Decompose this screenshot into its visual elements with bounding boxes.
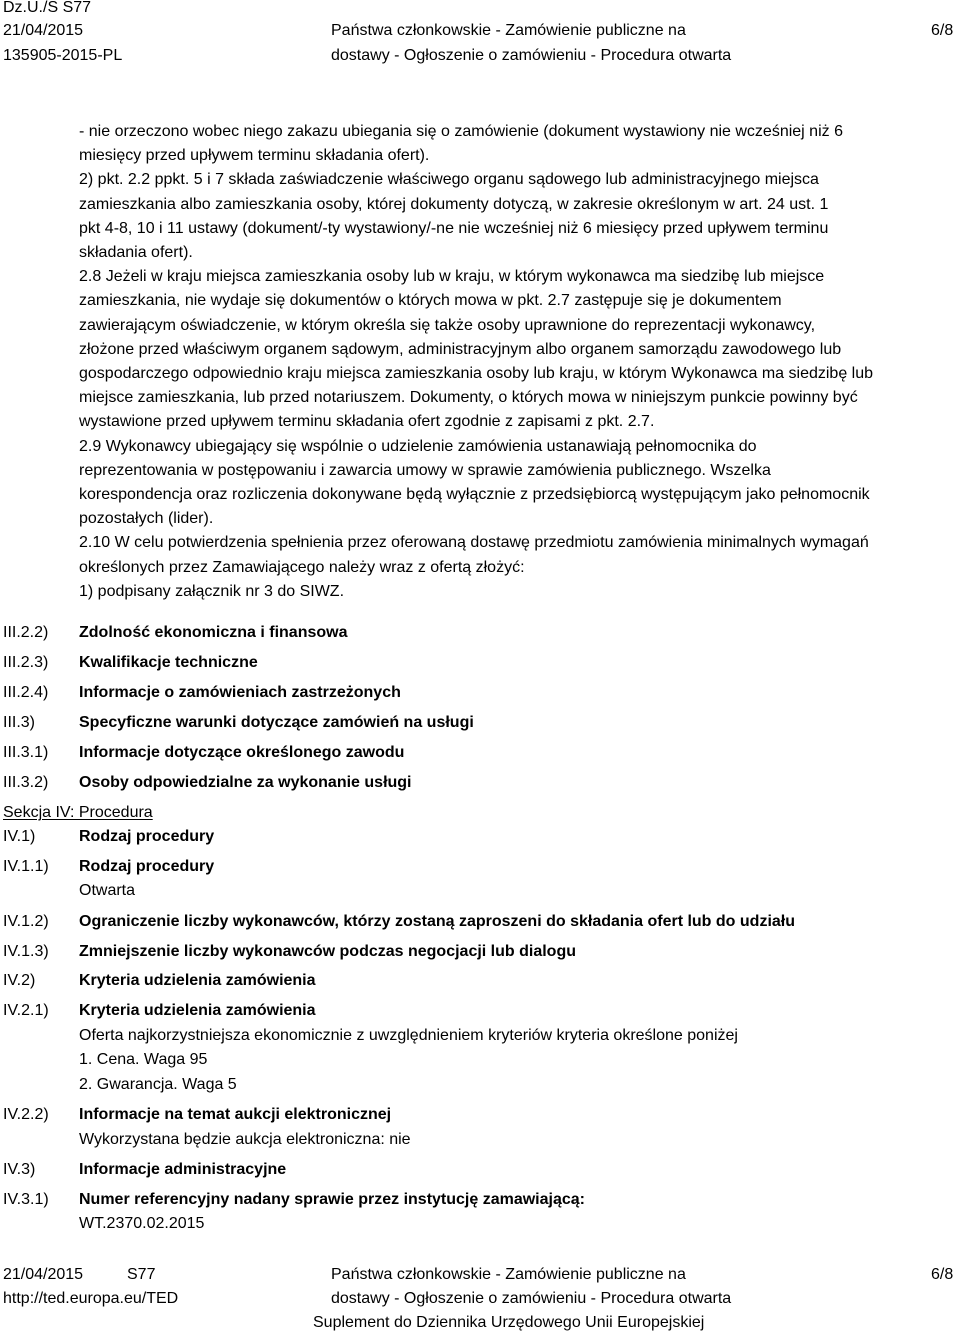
section-heading: Numer referencyjny nadany sprawie przez instytucję zamawiającą: <box>79 1191 585 1208</box>
section-number: III.2.2) <box>3 624 49 641</box>
section-number: IV.1.3) <box>3 943 49 960</box>
criterion-warranty: 2. Gwarancja. Waga 5 <box>79 1076 237 1093</box>
section-heading: Informacje dotyczące określonego zawodu <box>79 744 405 761</box>
reference-number-value: WT.2370.02.2015 <box>79 1215 205 1232</box>
section-number: III.3.2) <box>3 774 49 791</box>
section-number: IV.2.1) <box>3 1002 49 1019</box>
section-heading: Kwalifikacje techniczne <box>79 654 258 671</box>
section-number: III.3) <box>3 714 36 731</box>
body-line: pkt 4-8, 10 i 11 ustawy (dokument/-ty wystawiony/-ne nie wcześniej niż 6 miesięcy przed upływem terminu <box>79 219 829 237</box>
footer-issue: S77 <box>127 1266 156 1283</box>
body-line: zamieszkania, nie wydaje się dokumentów o których mowa w pkt. 2.7 zastępuje się je dokumentem <box>79 292 782 310</box>
section-row <box>3 910 958 934</box>
section-number: IV.1.1) <box>3 858 49 875</box>
section-row <box>3 681 958 705</box>
section-number: III.2.4) <box>3 684 49 701</box>
section-number: III.2.3) <box>3 654 49 671</box>
body-line: reprezentowania w postępowaniu i zawarcia umowy w sprawie zamówienia publicznego. Wszelka <box>79 461 771 479</box>
header-title-line2: dostawy - Ogłoszenie o zamówieniu - Procedura otwarta <box>331 47 732 64</box>
section-row <box>3 855 958 879</box>
section-heading: Zmniejszenie liczby wykonawców podczas negocjacji lub dialogu <box>79 943 576 960</box>
header-page-number: 6/8 <box>931 22 954 39</box>
body-line: 2.10 W celu potwierdzenia spełnienia przez oferowaną dostawę przedmiotu zamówienia minimalnych wymagań <box>79 534 869 552</box>
body-line: złożone przed właściwym organem sądowym, administracyjnym albo organem samorządu zawodowego lub <box>79 340 842 358</box>
body-line: gospodarczego odpowiednio kraju miejsca zamieszkania osoby lub kraju, w którym Wykonawca ma siedzibę lub <box>79 365 874 383</box>
body-line: zawierającym oświadczenie, w którym określa się także osoby uprawnione do reprezentacji wykonawcy, <box>79 316 816 334</box>
section-heading: Osoby odpowiedzialne za wykonanie usługi <box>79 774 412 791</box>
footer-title-line2: dostawy - Ogłoszenie o zamówieniu - Procedura otwarta <box>331 1290 732 1307</box>
section-row <box>3 621 958 645</box>
body-line: 2.9 Wykonawcy ubiegający się wspólnie o udzielenie zamówienia ustanawiają pełnomocnika do <box>79 437 757 455</box>
section-heading: Ograniczenie liczby wykonawców, którzy zostaną zaproszeni do składania ofert lub do udziału <box>79 913 795 930</box>
section-row <box>3 940 958 964</box>
footer-url[interactable]: http://ted.europa.eu/TED <box>3 1290 179 1307</box>
section-row <box>3 969 958 993</box>
body-line: składania ofert). <box>79 244 193 262</box>
section-row <box>3 999 958 1023</box>
section-number: III.3.1) <box>3 744 49 761</box>
footer-supplement: Suplement do Dziennika Urzędowego Unii Europejskiej <box>313 1314 705 1331</box>
section-heading: Kryteria udzielenia zamówienia <box>79 1002 316 1019</box>
footer-page-number: 6/8 <box>931 1266 954 1283</box>
body-line: określonych przez Zamawiającego należy wraz z ofertą złożyć: <box>79 558 525 576</box>
section-row <box>3 1103 958 1127</box>
notice-number: 135905-2015-PL <box>3 47 123 64</box>
body-line: - nie orzeczono wobec niego zakazu ubiegania się o zamówienie (dokument wystawiony nie wcześniej niż 6 <box>79 123 843 140</box>
section-heading: Informacje na temat aukcji elektronicznej <box>79 1106 392 1123</box>
section-iv-title: Sekcja IV: Procedura <box>3 804 153 821</box>
section-number: IV.2) <box>3 972 36 989</box>
section-heading: Informacje o zamówieniach zastrzeżonych <box>79 684 401 701</box>
section-number: IV.3) <box>3 1161 36 1178</box>
section-row <box>3 771 958 795</box>
section-row <box>3 1158 958 1182</box>
body-line: 2) pkt. 2.2 ppkt. 5 i 7 składa zaświadczenie właściwego organu sądowego lub administracyjnego miejsca <box>79 171 819 189</box>
footer-title-line1: Państwa członkowskie - Zamówienie publiczne na <box>331 1266 686 1283</box>
procedure-type-value: Otwarta <box>79 882 136 899</box>
electronic-auction-value: Wykorzystana będzie aukcja elektroniczna: nie <box>79 1131 411 1148</box>
section-number: IV.2.2) <box>3 1106 49 1123</box>
section-number: IV.1.2) <box>3 913 49 930</box>
header-title-line1: Państwa członkowskie - Zamówienie publiczne na <box>331 22 686 39</box>
section-heading: Zdolność ekonomiczna i finansowa <box>79 624 348 641</box>
award-criteria-description: Oferta najkorzystniejsza ekonomicznie z uwzględnieniem kryteriów kryteria określone poniżej <box>79 1027 738 1044</box>
body-line: pozostałych (lider). <box>79 510 214 528</box>
section-heading: Specyficzne warunki dotyczące zamówień na usługi <box>79 714 474 731</box>
section-heading: Kryteria udzielenia zamówienia <box>79 972 316 989</box>
section-row <box>3 1188 958 1212</box>
body-line: miejsce zamieszkania, lub przed notariuszem. Dokumenty, o których mowa w niniejszym punkcie powinny być <box>79 389 858 407</box>
section-row <box>3 741 958 765</box>
header-date: 21/04/2015 <box>3 22 84 39</box>
body-text <box>79 120 959 604</box>
body-line: zamieszkania albo zamieszkania osoby, której dokumenty dotyczą, w zakresie określonym w art. 24 ust. 1 <box>79 195 829 213</box>
body-line: miesięcy przed upływem terminu składania ofert). <box>79 147 430 165</box>
body-line: korespondencja oraz rozliczenia dokonywane będą wyłącznie z przedsiębiorcą występującym jako pełnomocnik <box>79 486 870 504</box>
section-row <box>3 651 958 675</box>
section-row <box>3 711 958 735</box>
footer-date: 21/04/2015 <box>3 1266 84 1283</box>
section-heading: Informacje administracyjne <box>79 1161 287 1178</box>
section-number: IV.1) <box>3 828 36 845</box>
body-line: 2.8 Jeżeli w kraju miejsca zamieszkania osoby lub w kraju, w którym wykonawca ma siedzibę lub miejsce <box>79 268 825 286</box>
journal-ref: Dz.U./S S77 <box>3 0 92 16</box>
section-number: IV.3.1) <box>3 1191 49 1208</box>
body-line: 1) podpisany załącznik nr 3 do SIWZ. <box>79 582 345 600</box>
section-row <box>3 825 958 849</box>
section-heading: Rodzaj procedury <box>79 858 215 875</box>
criterion-price: 1. Cena. Waga 95 <box>79 1051 208 1068</box>
body-line: wystawione przed upływem terminu składania ofert zgodnie z zapisami z pkt. 2.7. <box>79 413 655 431</box>
section-heading: Rodzaj procedury <box>79 828 215 845</box>
